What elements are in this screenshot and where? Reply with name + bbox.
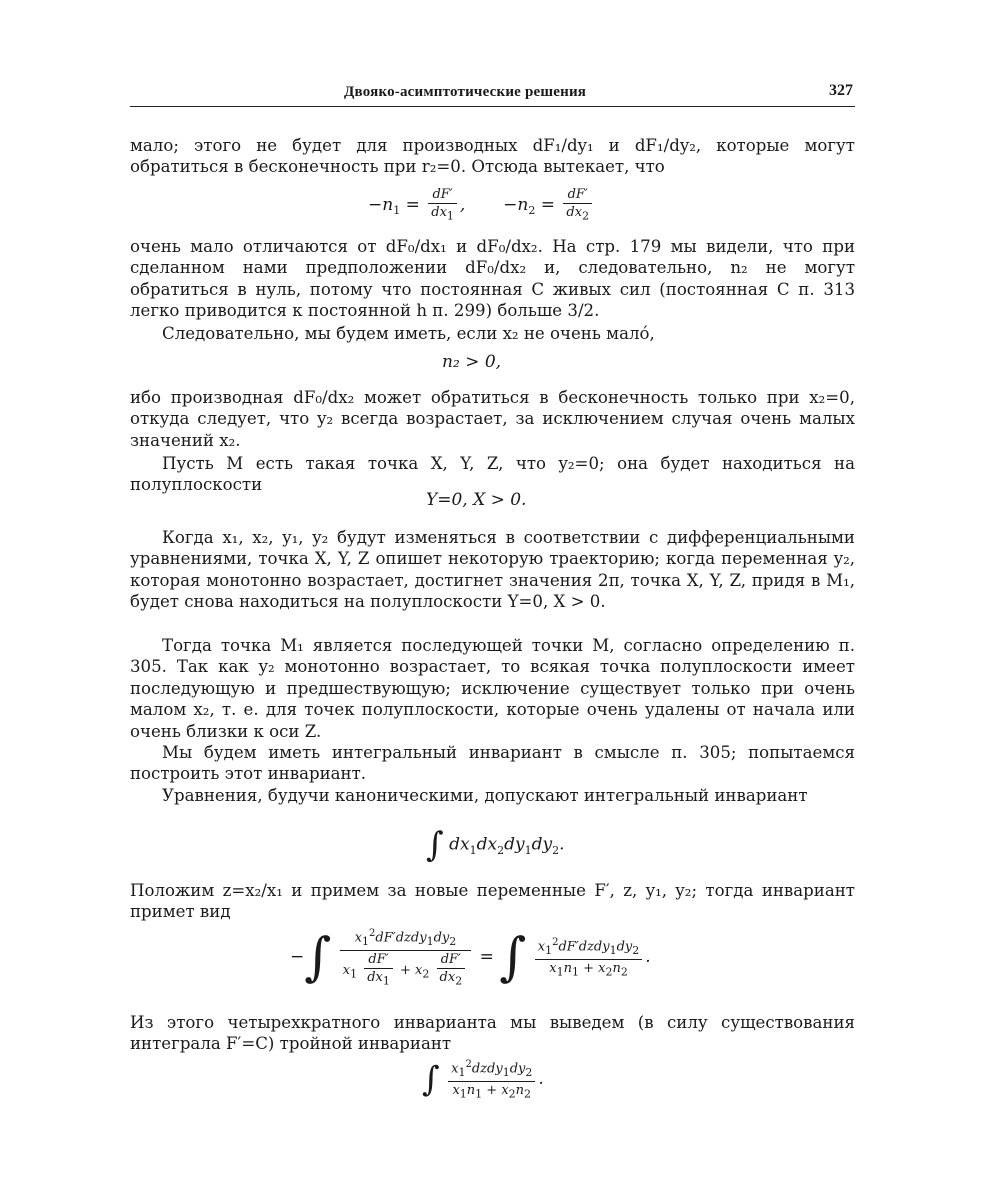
page-header xyxy=(130,80,855,107)
paragraph-2: очень мало отличаются от dF₀/dx₁ и dF₀/dx₂. На стр. 179 мы видели, что при сделанном нами предположении dF₀/dx₂ и, следовательно, n₂ не могут обратиться в нуль, потому что постоянная C живых сил (постоянная C п. 313 легко приводится к постоянной h п. 299) больше 3/2. xyxy=(130,237,855,321)
formula-n2-positive: n₂ > 0, xyxy=(442,352,502,372)
paragraph-11: Из этого четырехкратного инварианта мы выведем (в силу существования интеграла F′=C) тройной инвариант xyxy=(130,1013,855,1054)
paragraph-8: Мы будем иметь интегральный инвариант в смысле п. 305; попытаемся построить этот инвариант. xyxy=(130,743,855,784)
paragraph-10: Положим z=x₂/x₁ и примем за новые переменные F′, z, y₁, y₂; тогда инвариант примет вид xyxy=(130,881,855,922)
paragraph-1: мало; этого не будет для производных dF₁/dy₁ и dF₁/dy₂, которые могут обратиться в бесконечность при r₂=0. Отсюда вытекает, что xyxy=(130,136,855,177)
paragraph-3: Следовательно, мы будем иметь, если x₂ не очень мало́, xyxy=(162,324,655,343)
paragraph-9: Уравнения, будучи каноническими, допускают интегральный инвариант xyxy=(162,786,808,805)
formula-invariant4: ∫ $dx_1dx_2dy_1dy_2$. xyxy=(426,825,565,865)
formula-derivatives: $-n_1$ = $\frac{dF'}{dx_1}$ , $-n_2$ = $\frac{dF'}{dx_2}$ xyxy=(368,186,595,225)
formula-invariant4-transformed: −∫ $x_1^2dF'dzdy_1dy_2$ $x_1$ $\frac{dF'}{dx_1}$ + $x_2$ $\frac{dF'}{dx_2}$ = ∫ $\frac{x_1^2dF'dzdy_1dy_2}{x_1n_1 + x_2n_2}$ . xyxy=(290,927,651,988)
page-number: 327 xyxy=(829,82,853,99)
paragraph-5: Пусть M есть такая точка X, Y, Z, что y₂=0; она будет находиться на полуплоскости xyxy=(130,454,855,495)
formula-invariant3: ∫ $\frac{x_1^2dzdy_1dy_2}{x_1n_1 + x_2n_2}$ . xyxy=(422,1059,544,1101)
running-title: Двояко-асимптотические решения xyxy=(344,84,587,100)
paragraph-7: Тогда точка M₁ является последующей точки M, согласно определению п. 305. Так как y₂ монотонно возрастает, то всякая точка полуплоскости имеет последующую и предшествующую; исключение существует только при очень малом x₂, т. е. для точек полуплоскости, которые очень удалены от начала или очень близки к оси Z. xyxy=(130,636,855,741)
formula-half-plane: Y=0, X > 0. xyxy=(426,490,527,510)
paragraph-4: ибо производная dF₀/dx₂ может обратиться в бесконечность только при x₂=0, откуда следует, что y₂ всегда возрастает, за исключением случая очень малых значений x₂. xyxy=(130,388,855,450)
paragraph-6: Когда x₁, x₂, y₁, y₂ будут изменяться в соответствии с дифференциальными уравнениями, точка X, Y, Z опишет некоторую траекторию; когда переменная y₂, которая монотонно возрастает, достигнет значения 2π, точка X, Y, Z, придя в M₁, будет снова находиться на полуплоскости Y=0, X > 0. xyxy=(130,528,855,612)
